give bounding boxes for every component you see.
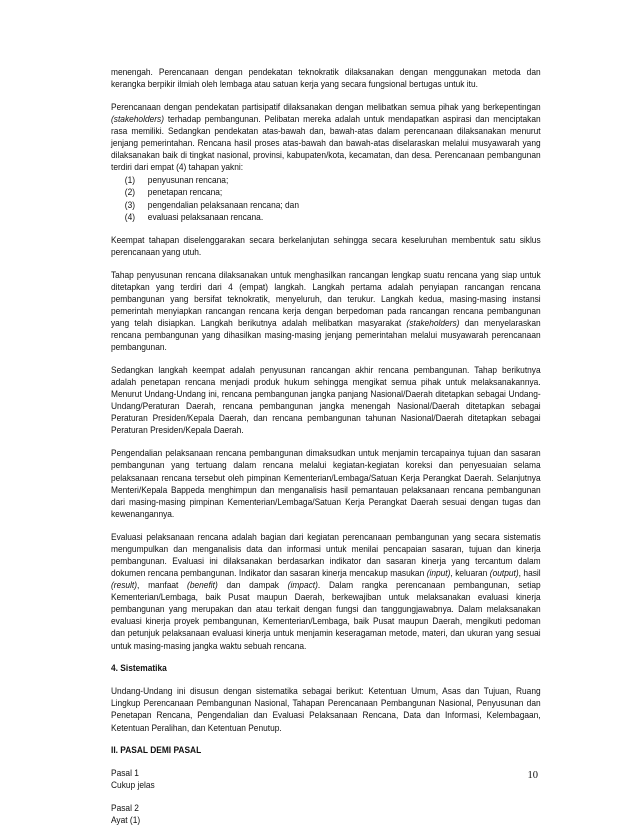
list-item bbox=[111, 199, 541, 211]
list-text: evaluasi pelaksanaan rencana. bbox=[147, 211, 264, 222]
paragraph-teknokratik: menengah. Perencanaan dengan pendekatan teknokratik dilaksanakan dengan menggunakan metoda dan kerangka berpikir ilmiah oleh lembaga atau satuan kerja yang secara fungsional bertugas untuk itu. bbox=[111, 67, 541, 90]
text-span: . Dalam rangka perencanaan pembangunan, setiap Kementerian/Lembaga, baik Pusat maupun Daerah, berkewajiban untuk melaksanakan evaluasi kinerja pembangunan yang merupakan dan atau terkait dengan fungsi dan tanggungjawabnya. Dalam melaksanakan evaluasi kinerja proyek pembangunan, Kementerian/Lembaga, baik Pusat maupun Daerah, mengikuti pedoman dan petunjuk pelaksanaan evaluasi kinerja untuk menjamin keseragaman metode, materi, dan ukuran yang sesuai untuk masing-masing jangka waktu sebuah rencana. bbox=[111, 580, 541, 651]
list-number: (2) bbox=[124, 187, 136, 198]
list-number: (4) bbox=[124, 211, 136, 222]
italic-term: (benefit) bbox=[187, 580, 218, 591]
text-span: Evaluasi pelaksanaan rencana adalah bagian dari kegiatan perencanaan pembangunan yang secara sistematis mengumpulkan dan menganalisis data dan informasi untuk menilai pencapaian sasaran, tujuan dan kinerja pembangunan. Evaluasi ini dilaksanakan berdasarkan indikator dan sasaran kinerja yang tercantum dalam dokumen rencana pembangunan. Indikator dan sasaran kinerja mencakup masukan bbox=[111, 531, 541, 578]
list-text: pengendalian pelaksanaan rencana; dan bbox=[147, 199, 299, 210]
paragraph-siklus: Keempat tahapan diselenggarakan secara berkelanjutan sehingga secara keseluruhan membentuk satu siklus perencanaan yang utuh. bbox=[111, 234, 541, 257]
pasal-1-text: Cukup jelas bbox=[111, 780, 155, 791]
paragraph-penyusunan bbox=[111, 269, 541, 354]
list-item bbox=[111, 186, 541, 198]
section-heading-pasal-demi-pasal: II. PASAL DEMI PASAL bbox=[111, 745, 202, 756]
italic-term: (input) bbox=[426, 567, 451, 578]
text-span: dan menyelaraskan rencana pembangunan yang dihasilkan masing-masing jenjang pemerintahan melalui musyawarah perencanaan pembangunan. bbox=[111, 317, 541, 353]
pasal-1-title: Pasal 1 bbox=[111, 768, 139, 779]
page-number: 10 bbox=[527, 770, 538, 781]
italic-term: (result) bbox=[111, 580, 138, 591]
text-span: , keluaran bbox=[450, 567, 490, 578]
list-text: penyusunan rencana; bbox=[147, 175, 229, 186]
text-span: Perencanaan dengan pendekatan partisipatif dilaksanakan dengan melibatkan semua pihak yang berkepentingan bbox=[111, 101, 541, 112]
italic-term: (output) bbox=[489, 567, 519, 578]
section-heading-sistematika: 4. Sistematika bbox=[111, 663, 167, 674]
text-span: , hasil bbox=[518, 567, 541, 578]
text-span: terhadap pembangunan. Pelibatan mereka adalah untuk mendapatkan aspirasi dan menciptakan rasa memiliki. Sedangkan pendekatan atas-bawah dan, bawah-atas dalam perencanaan dilaksanakan menurut jenjang pemerintahan. Rencana hasil proses atas-bawah dan bawah-atas diselaraskan melalui musyawarah yang dilaksanakan baik di tingkat nasional, provinsi, kabupaten/kota, kecamatan, dan desa. Perencanaan pembangunan terdiri dari empat (4) tahapan yakni: bbox=[111, 114, 541, 173]
paragraph-sistematika: Undang-Undang ini disusun dengan sistematika sebagai berikut: Ketentuan Umum, Asas dan Tujuan, Ruang Lingkup Perencanaan Pembangunan Nasional, Tahapan Perencanaan Pembangunan Nasional, Penyusunan dan Penetapan Rencana, Pengendalian dan Evaluasi Pelaksanaan Rencana, Data dan Informasi, Kelembagaan, Ketentuan Peralihan, dan Ketentuan Penutup. bbox=[111, 686, 541, 733]
paragraph-evaluasi bbox=[111, 531, 541, 652]
list-number: (3) bbox=[124, 199, 136, 210]
list-text: penetapan rencana; bbox=[147, 187, 223, 198]
pasal-2-title: Pasal 2 bbox=[111, 803, 139, 814]
text-span: Tahap penyusunan rencana dilaksanakan untuk menghasilkan rancangan lengkap suatu rencana yang siap untuk ditetapkan yang terdiri dari 4 (empat) langkah. Langkah pertama adalah penyiapan rancangan rencana pembangunan yang bersifat teknokratik, menyeluruh, dan terukur. Langkah kedua, masing-masing instansi pemerintah menyiapkan rancangan rencana kerja dengan berpedoman pada rancangan rencana pembangunan yang telah disiapkan. Langkah berikutnya adalah melibatkan masyarakat bbox=[111, 269, 541, 328]
pasal-2-ayat: Ayat (1) bbox=[111, 815, 141, 826]
list-item bbox=[111, 211, 541, 223]
text-span: dan dampak bbox=[217, 580, 288, 591]
paragraph-partisipatif bbox=[111, 101, 541, 174]
list-item bbox=[111, 174, 541, 186]
list-number: (1) bbox=[124, 175, 136, 186]
italic-term: (stakeholders) bbox=[111, 114, 165, 125]
paragraph-pengendalian: Pengendalian pelaksanaan rencana pembangunan dimaksudkan untuk menjamin tercapainya tujuan dan sasaran pembangunan yang tertuang dalam rencana melalui kegiatan-kegiatan koreksi dan penyesuaian selama pelaksanaan rencana tersebut oleh pimpinan Kementerian/Lembaga/Satuan Kerja Perangkat Daerah. Selanjutnya Menteri/Kepala Bappeda menghimpun dan menganalisis hasil pemantauan pelaksanaan rencana pembangunan dari masing-masing pimpinan Kementerian/Lembaga/Satuan Kerja Perangkat Daerah sesuai dengan tugas dan kewenangannya. bbox=[111, 448, 541, 519]
italic-term: (impact) bbox=[287, 580, 318, 591]
italic-term: (stakeholders) bbox=[406, 317, 460, 328]
paragraph-penetapan: Sedangkan langkah keempat adalah penyusunan rancangan akhir rencana pembangunan. Tahap berikutnya adalah penetapan rencana menjadi produk hukum sehingga mengikat semua pihak untuk melaksanakannya. Menurut Undang-Undang ini, rencana pembangunan jangka panjang Nasional/Daerah ditetapkan sebagai Undang-Undang/Peraturan Daerah, rencana pembangunan jangka menengah Nasional/Daerah ditetapkan sebagai Peraturan Presiden/Kepala Daerah, dan rencana pembangunan tahunan Nasional/Daerah ditetapkan sebagai Peraturan Presiden/Kepala Daerah. bbox=[111, 364, 541, 436]
text-span: , manfaat bbox=[137, 580, 188, 591]
tahapan-list bbox=[111, 174, 541, 222]
